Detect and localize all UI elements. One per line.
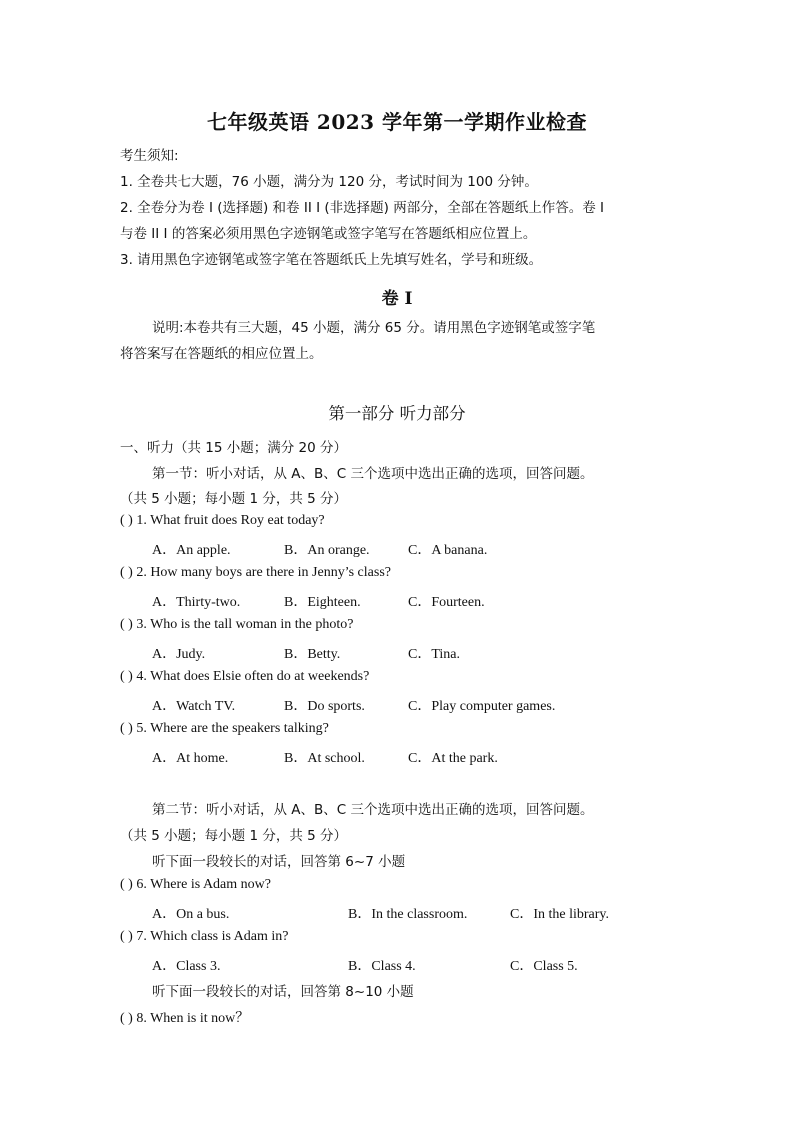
question-5: ( ) 5. Where are the speakers talking? [120,721,329,736]
question-2-option-a: A．Thirty-two. [152,595,241,610]
question-3-option-b: B．Betty. [284,647,341,662]
question-1-option-b: B．An orange. [284,543,370,558]
question-7-option-c: C．Class 5. [510,959,578,974]
question-5-option-b: B．At school. [284,751,365,766]
question-3-option-a: A．Judy. [152,647,206,662]
question-6-option-a: A．On a bus. [152,907,230,922]
question-4-option-a: A．Watch TV. [152,699,236,714]
dialog-1-intro: 听下面一段较长的对话，回答第 6~7 小题 [152,854,406,870]
part-title: 第一部分 听力部分 [328,404,466,423]
question-7-option-b: B．Class 4. [348,959,416,974]
question-8: ( ) 8. When is it now？ [120,1011,250,1026]
question-7: ( ) 7. Which class is Adam in? [120,929,289,944]
question-4-option-c: C．Play computer games. [408,699,556,714]
subsection-2-instruction: 第二节：听小对话，从 A、B、C 三个选项中选出正确的选项，回答问题。 [152,802,594,818]
volume-title: 卷 I [381,289,413,309]
question-2: ( ) 2. How many boys are there in Jenny’s class? [120,565,391,580]
dialog-2-intro: 听下面一段较长的对话，回答第 8~10 小题 [152,984,414,1000]
subsection-2-scoring: （共 5 小题；每小题 1 分，共 5 分） [120,828,348,844]
question-1: ( ) 1. What fruit does Roy eat today? [120,513,325,528]
question-3: ( ) 3. Who is the tall woman in the photo? [120,617,354,632]
question-5-option-c: C．At the park. [408,751,498,766]
volume-description-line-1: 说明:本卷共有三大题，45 小题，满分 65 分。请用黑色字迹钢笔或签字笔 [152,320,596,336]
question-6-option-c: C．In the library. [510,907,610,922]
exam-title: 七年级英语 2023 学年第一学期作业检查 [206,110,588,134]
notice-line-3: 与卷 II I 的答案必须用黑色字迹钢笔或签字笔写在答题纸相应位置上。 [120,226,537,242]
question-7-option-a: A．Class 3. [152,959,221,974]
subsection-1-scoring: （共 5 小题；每小题 1 分，共 5 分） [120,491,348,507]
notice-line-4: 3. 请用黑色字迹钢笔或签字笔在答题纸氏上先填写姓名，学号和班级。 [120,252,543,268]
notice-line-2: 2. 全卷分为卷 I (选择题) 和卷 II I (非选择题) 两部分，全部在答题纸上作答。卷 I [120,200,604,216]
question-4: ( ) 4. What does Elsie often do at weekends? [120,669,370,684]
question-4-option-b: B．Do sports. [284,699,365,714]
question-2-option-b: B．Eighteen. [284,595,361,610]
notice-heading: 考生须知: [120,148,179,164]
question-1-option-c: C．A banana. [408,543,488,558]
question-6-option-b: B．In the classroom. [348,907,468,922]
question-5-option-a: A．At home. [152,751,229,766]
question-6: ( ) 6. Where is Adam now? [120,877,271,892]
section-title: 一、听力（共 15 小题；满分 20 分） [120,440,348,456]
question-3-option-c: C．Tina. [408,647,461,662]
subsection-1-instruction: 第一节：听小对话，从 A、B、C 三个选项中选出正确的选项，回答问题。 [152,466,594,482]
question-2-option-c: C．Fourteen. [408,595,485,610]
notice-line-1: 1. 全卷共七大题，76 小题，满分为 120 分，考试时间为 100 分钟。 [120,174,538,190]
question-1-option-a: A．An apple. [152,543,231,558]
volume-description-line-2: 将答案写在答题纸的相应位置上。 [120,346,323,362]
